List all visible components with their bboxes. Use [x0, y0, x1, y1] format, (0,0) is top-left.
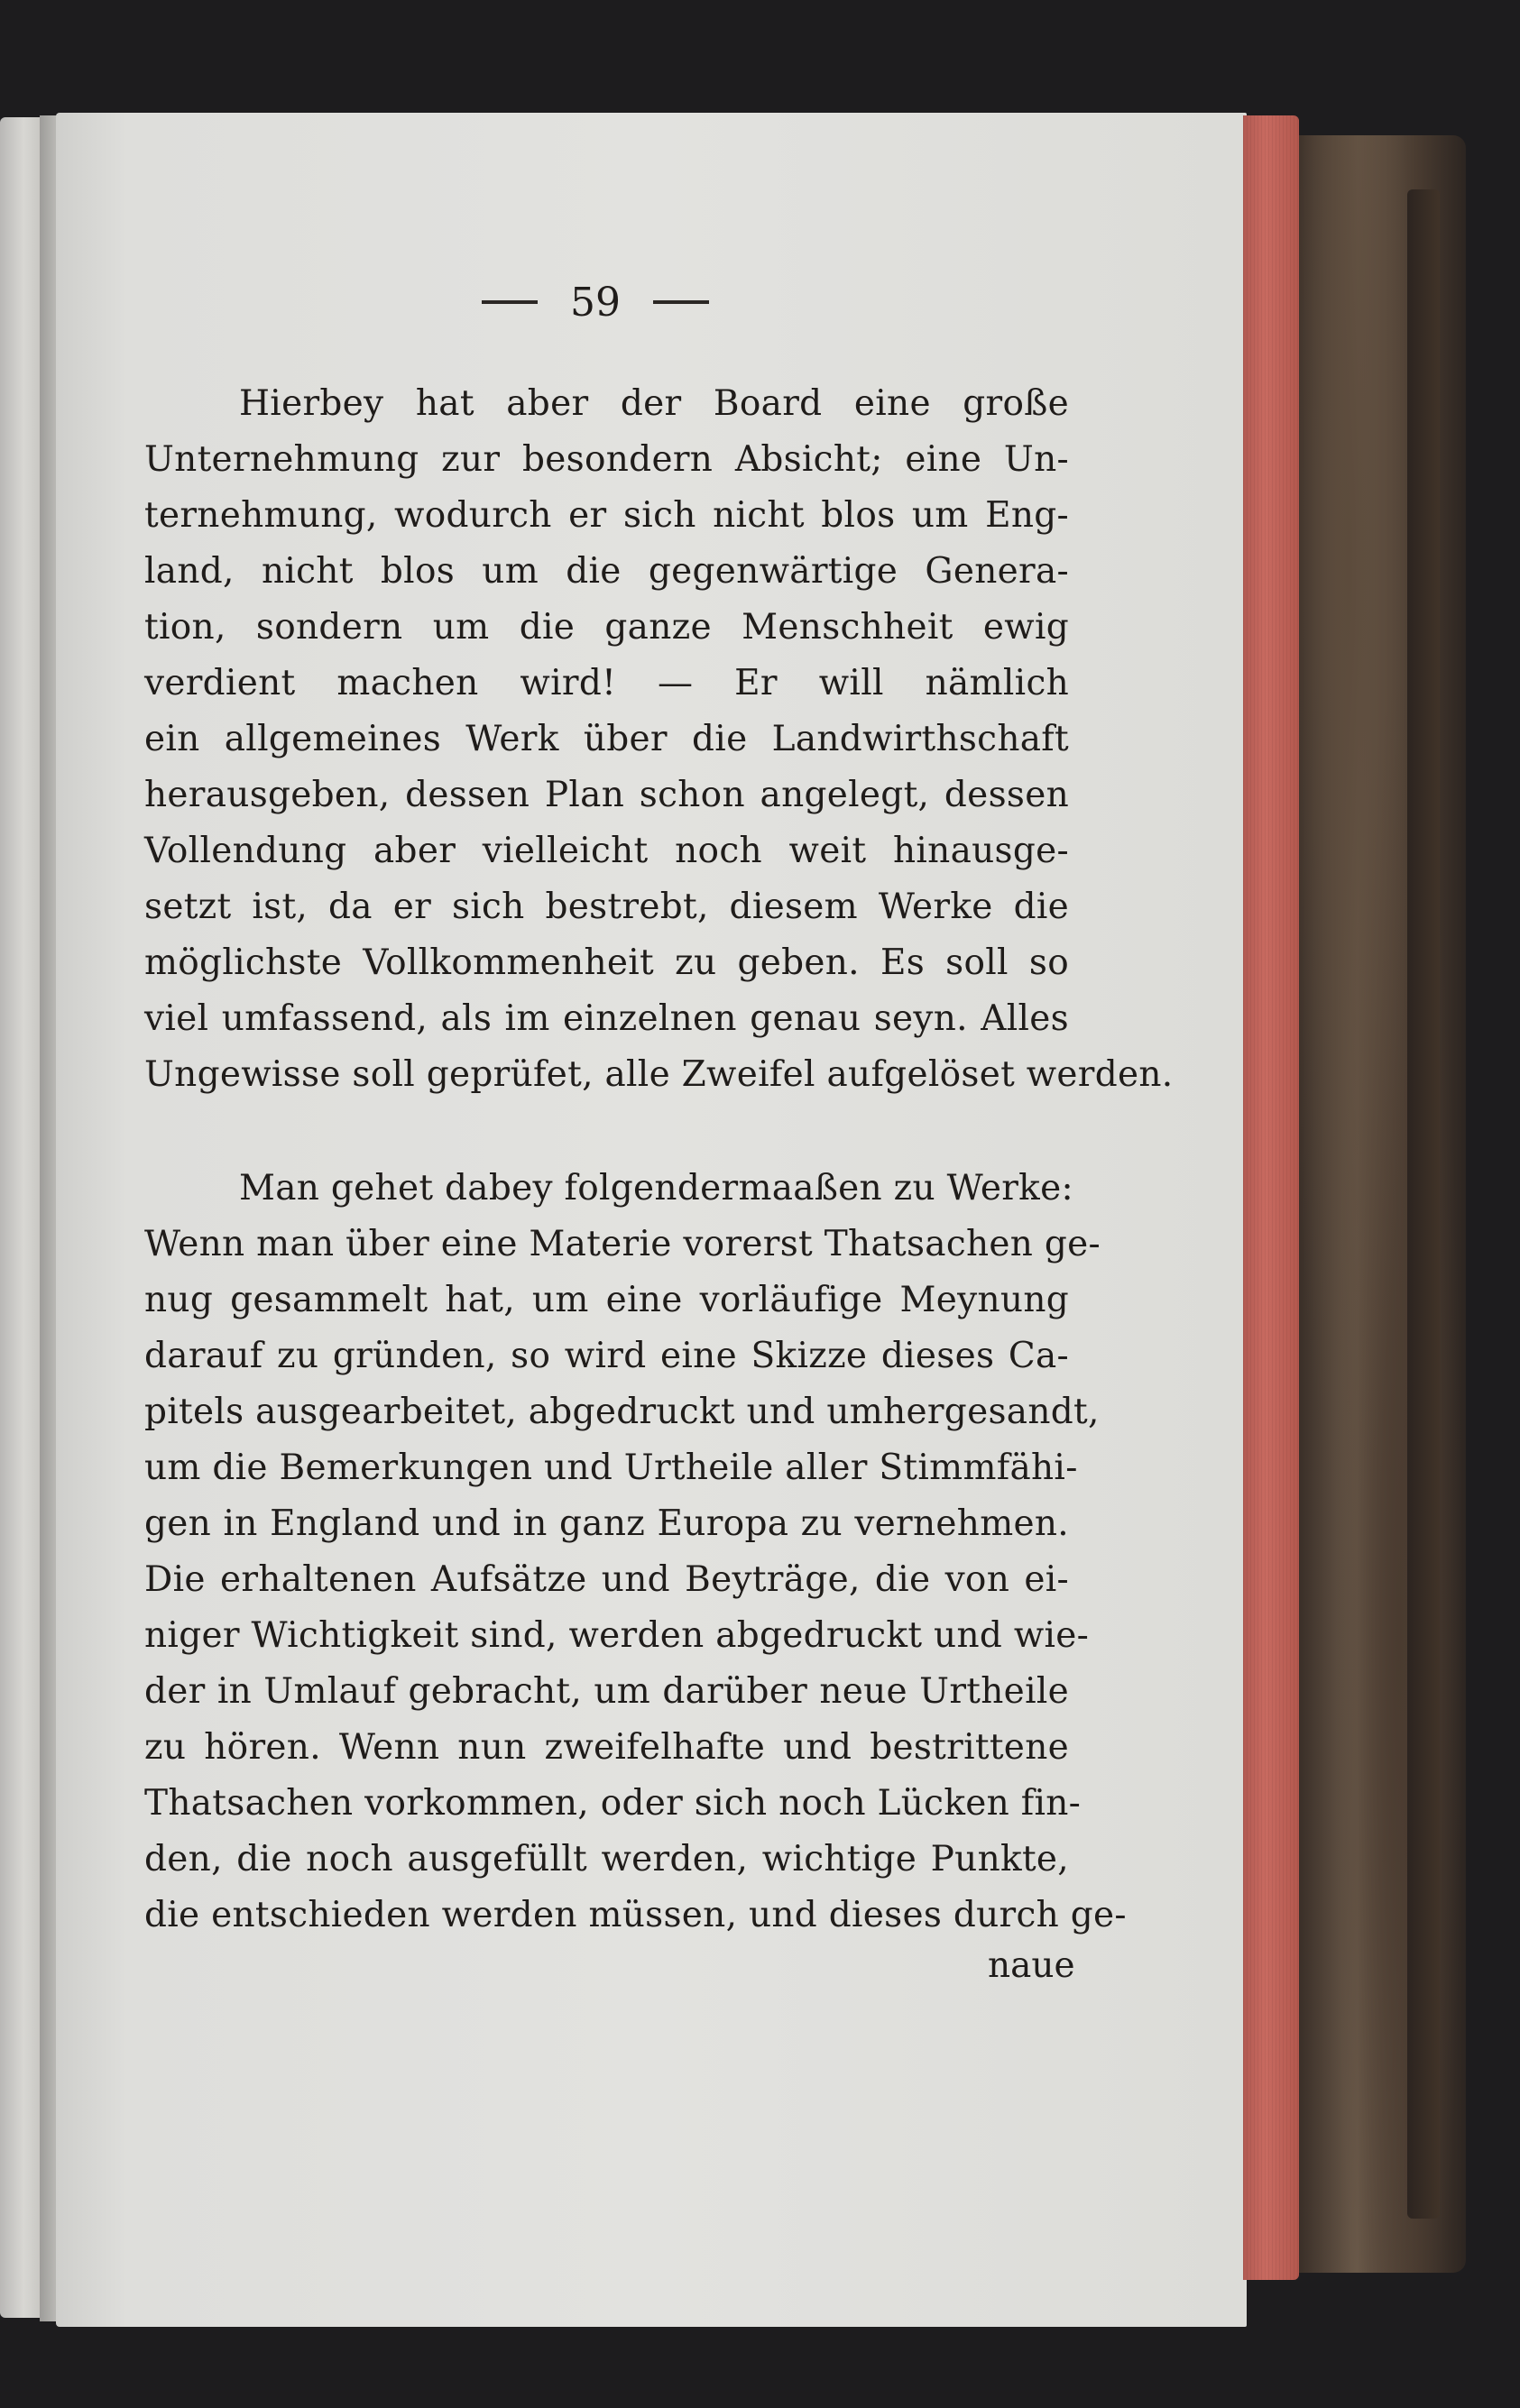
- header-dash-right: [653, 300, 709, 304]
- catchword: naue: [988, 1945, 1075, 1986]
- text-line: Unternehmung zur besondern Absicht; eine Un-: [144, 439, 1069, 480]
- page-header: [424, 275, 767, 329]
- text-line: verdient machen wird! — Er will nämlich: [144, 663, 1069, 703]
- text-line: Ungewisse soll geprüfet, alle Zweifel aufgelöset werden.: [144, 1054, 1174, 1095]
- text-line: zu hören. Wenn nun zweifelhafte und bestrittene: [144, 1727, 1069, 1768]
- text-line: setzt ist, da er sich bestrebt, diesem Werke die: [144, 887, 1069, 927]
- text-line: Die erhaltenen Aufsätze und Beyträge, die von ei-: [144, 1559, 1069, 1600]
- header-dash-left: [482, 300, 538, 304]
- text-line: Vollendung aber vielleicht noch weit hinausge-: [144, 831, 1069, 871]
- text-line: der in Umlauf gebracht, um darüber neue Urtheile: [144, 1671, 1069, 1712]
- text-line: Hierbey hat aber der Board eine große: [239, 383, 1069, 424]
- text-line: Thatsachen vorkommen, oder sich noch Lücken fin-: [144, 1783, 1082, 1824]
- text-line: ternehmung, wodurch er sich nicht blos um Eng-: [144, 495, 1069, 536]
- text-line: viel umfassend, als im einzelnen genau seyn. Alles: [144, 998, 1069, 1039]
- page-number: 59: [570, 279, 621, 326]
- text-line: land, nicht blos um die gegenwärtige Genera-: [144, 551, 1069, 592]
- text-line: niger Wichtigkeit sind, werden abgedruckt und wie-: [144, 1615, 1090, 1656]
- text-line: den, die noch ausgefüllt werden, wichtige Punkte,: [144, 1839, 1069, 1880]
- text-line: Wenn man über eine Materie vorerst Thatsachen ge-: [144, 1224, 1101, 1264]
- text-line: darauf zu gründen, so wird eine Skizze dieses Ca-: [144, 1336, 1069, 1376]
- text-line: gen in England und in ganz Europa zu vernehmen.: [144, 1503, 1069, 1544]
- text-line: möglichste Vollkommenheit zu geben. Es soll so: [144, 942, 1069, 983]
- text-line: pitels ausgearbeitet, abgedruckt und umhergesandt,: [144, 1392, 1100, 1432]
- text-line: tion, sondern um die ganze Menschheit ewig: [144, 607, 1069, 648]
- text-line: nug gesammelt hat, um eine vorläufige Meynung: [144, 1280, 1069, 1320]
- text-line: um die Bemerkungen und Urtheile aller Stimmfähi-: [144, 1448, 1078, 1488]
- text-line: ein allgemeines Werk über die Landwirthschaft: [144, 719, 1069, 759]
- text-line: herausgeben, dessen Plan schon angelegt, dessen: [144, 775, 1069, 815]
- text-line: die entschieden werden müssen, und dieses durch ge-: [144, 1895, 1127, 1935]
- text-line: Man gehet dabey folgendermaaßen zu Werke:: [239, 1168, 1073, 1209]
